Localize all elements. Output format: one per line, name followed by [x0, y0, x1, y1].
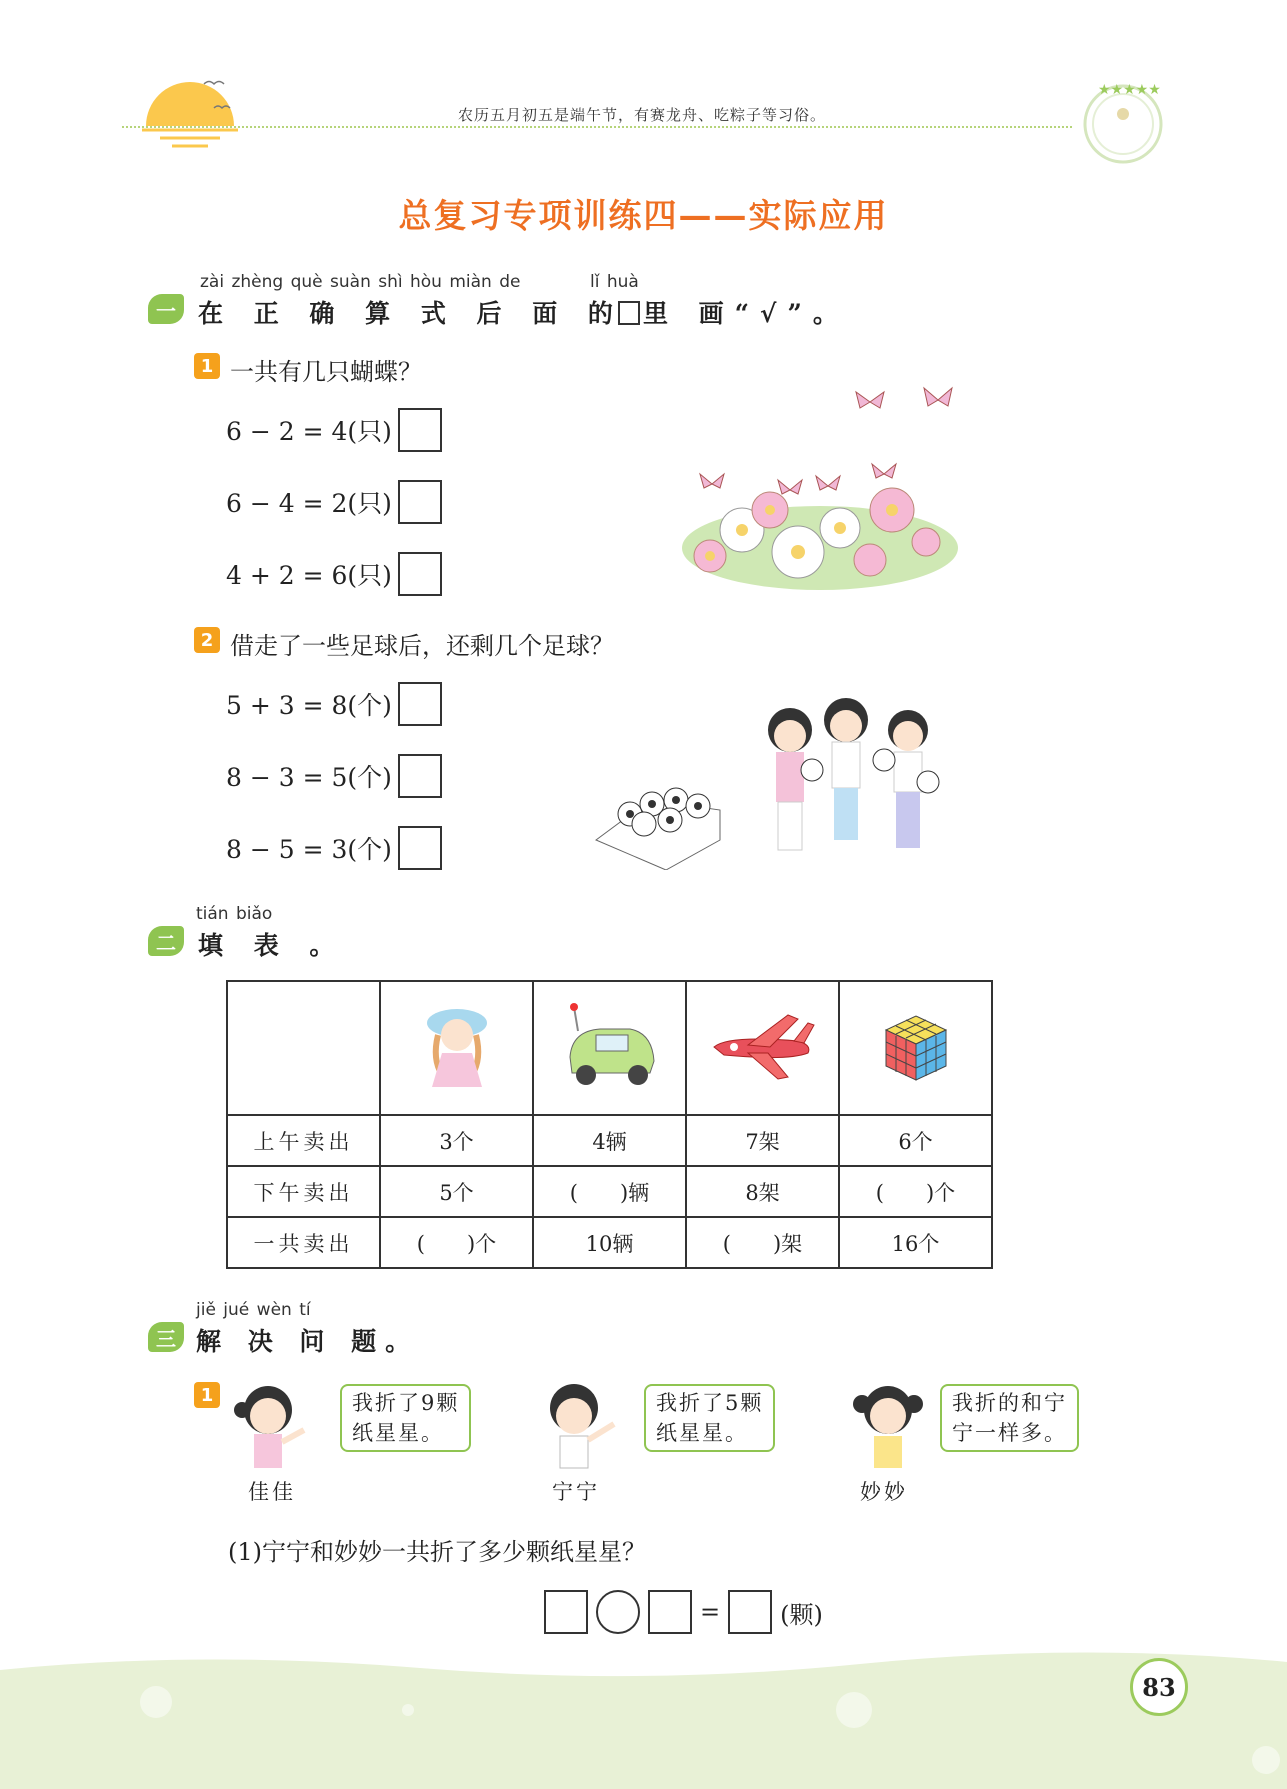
blank-cell[interactable]: ( )辆 [533, 1166, 686, 1217]
table-cell: 16个 [839, 1217, 992, 1268]
footballs-kids-illustration [590, 690, 970, 870]
miaomiao-name: 妙妙 [860, 1480, 908, 1504]
table-row [227, 1166, 992, 1217]
row-label: 一共卖出 [227, 1217, 380, 1268]
answer-checkbox[interactable] [398, 826, 442, 870]
section1-heading: 在 正 确 算 式 后 面 的 里 画“√”。 [198, 299, 849, 328]
q1-text: 一共有几只蝴蝶？ [230, 358, 422, 386]
answer-checkbox[interactable] [398, 480, 442, 524]
answer-checkbox[interactable] [398, 552, 442, 596]
q1-number: 1 [194, 353, 220, 379]
ningning-name: 宁宁 [552, 1480, 600, 1504]
miaomiao-avatar [848, 1380, 938, 1470]
unit-label: (颗) [780, 1600, 823, 1629]
answer-checkbox[interactable] [398, 682, 442, 726]
equation-text: 6 − 4 = 2(只) [226, 489, 392, 518]
table-corner-cell [227, 981, 380, 1115]
svg-text:★★★★★: ★★★★★ [1098, 82, 1161, 98]
doll-icon [422, 1001, 492, 1091]
answer-checkbox[interactable] [398, 754, 442, 798]
section3-heading: 解 决 问 题。 [196, 1327, 420, 1356]
table-cell: 8架 [686, 1166, 839, 1217]
q2-equation-row [226, 826, 442, 870]
section1-badge: 一 [148, 294, 184, 324]
doll-cell [380, 981, 533, 1115]
equation-text: 8 − 3 = 5(个) [226, 763, 392, 792]
answer-box[interactable] [544, 1590, 588, 1634]
answer-box[interactable] [648, 1590, 692, 1634]
page-title: 总复习专项训练四——实际应用 [398, 196, 889, 235]
ningning-avatar [538, 1380, 628, 1470]
miaomiao-speech-bubble: 我折的和宁 宁一样多。 [940, 1384, 1079, 1452]
section2-pinyin: tián biǎo [196, 904, 273, 924]
operator-circle[interactable] [596, 1590, 640, 1634]
header-tip: 农历五月初五是端午节，有赛龙舟、吃粽子等习俗。 [458, 106, 827, 124]
table-cell: 10辆 [533, 1217, 686, 1268]
footer-wave-decoration [0, 1650, 1287, 1789]
row-label: 下午卖出 [227, 1166, 380, 1217]
table-cell: 3个 [380, 1115, 533, 1166]
section1-pinyin: zài zhèng què suàn shì hòu miàn de [200, 272, 521, 292]
section1-pinyin-2: lǐ huà [590, 272, 639, 292]
section2-heading: 填 表 。 [198, 931, 346, 960]
airplane-cell [686, 981, 839, 1115]
table-cell: 5个 [380, 1166, 533, 1217]
publisher-seal-icon [1078, 76, 1168, 166]
q2-text: 借走了一些足球后，还剩几个足球？ [230, 632, 614, 660]
answer-equation [544, 1590, 823, 1634]
blank-cell[interactable]: ( )个 [839, 1166, 992, 1217]
sun-icon [142, 74, 238, 148]
toy-car-cell [533, 981, 686, 1115]
rubik-cube-cell [839, 981, 992, 1115]
blank-cell[interactable]: ( )个 [380, 1217, 533, 1268]
table-cell: 6个 [839, 1115, 992, 1166]
header-divider [122, 126, 1072, 128]
equation-text: 5 + 3 = 8(个) [226, 691, 392, 720]
equation-text: 4 + 2 = 6(只) [226, 561, 392, 590]
table-row [227, 1217, 992, 1268]
jiajia-speech-bubble: 我折了9颗 纸星星。 [340, 1384, 471, 1452]
sub-question-1: (1)宁宁和妙妙一共折了多少颗纸星星？ [228, 1538, 646, 1566]
butterflies-flowers-illustration [670, 380, 970, 600]
equals-sign: = [700, 1598, 721, 1626]
table-row [227, 1115, 992, 1166]
q1-equation-row [226, 552, 442, 596]
row-label: 上午卖出 [227, 1115, 380, 1166]
answer-checkbox[interactable] [398, 408, 442, 452]
q1-equation-row [226, 408, 442, 452]
section2-badge: 二 [148, 926, 184, 956]
result-box[interactable] [728, 1590, 772, 1634]
sales-table [226, 980, 993, 1269]
equation-text: 6 − 2 = 4(只) [226, 417, 392, 446]
q2-equation-row [226, 682, 442, 726]
rubik-cube-icon [876, 1006, 956, 1086]
airplane-icon [708, 1001, 818, 1091]
s3-q1-number: 1 [194, 1382, 220, 1408]
q1-equation-row [226, 480, 442, 524]
table-cell: 4辆 [533, 1115, 686, 1166]
table-cell: 7架 [686, 1115, 839, 1166]
equation-text: 8 − 5 = 3(个) [226, 835, 392, 864]
page-number: 83 [1130, 1658, 1188, 1716]
q2-equation-row [226, 754, 442, 798]
section3-pinyin: jiě jué wèn tí [196, 1300, 311, 1320]
checkbox-glyph [618, 301, 640, 325]
section3-badge: 三 [148, 1322, 184, 1352]
ningning-speech-bubble: 我折了5颗 纸星星。 [644, 1384, 775, 1452]
blank-cell[interactable]: ( )架 [686, 1217, 839, 1268]
toy-car-icon [560, 1001, 660, 1091]
q2-number: 2 [194, 627, 220, 653]
jiajia-avatar [228, 1380, 318, 1470]
jiajia-name: 佳佳 [248, 1480, 296, 1504]
